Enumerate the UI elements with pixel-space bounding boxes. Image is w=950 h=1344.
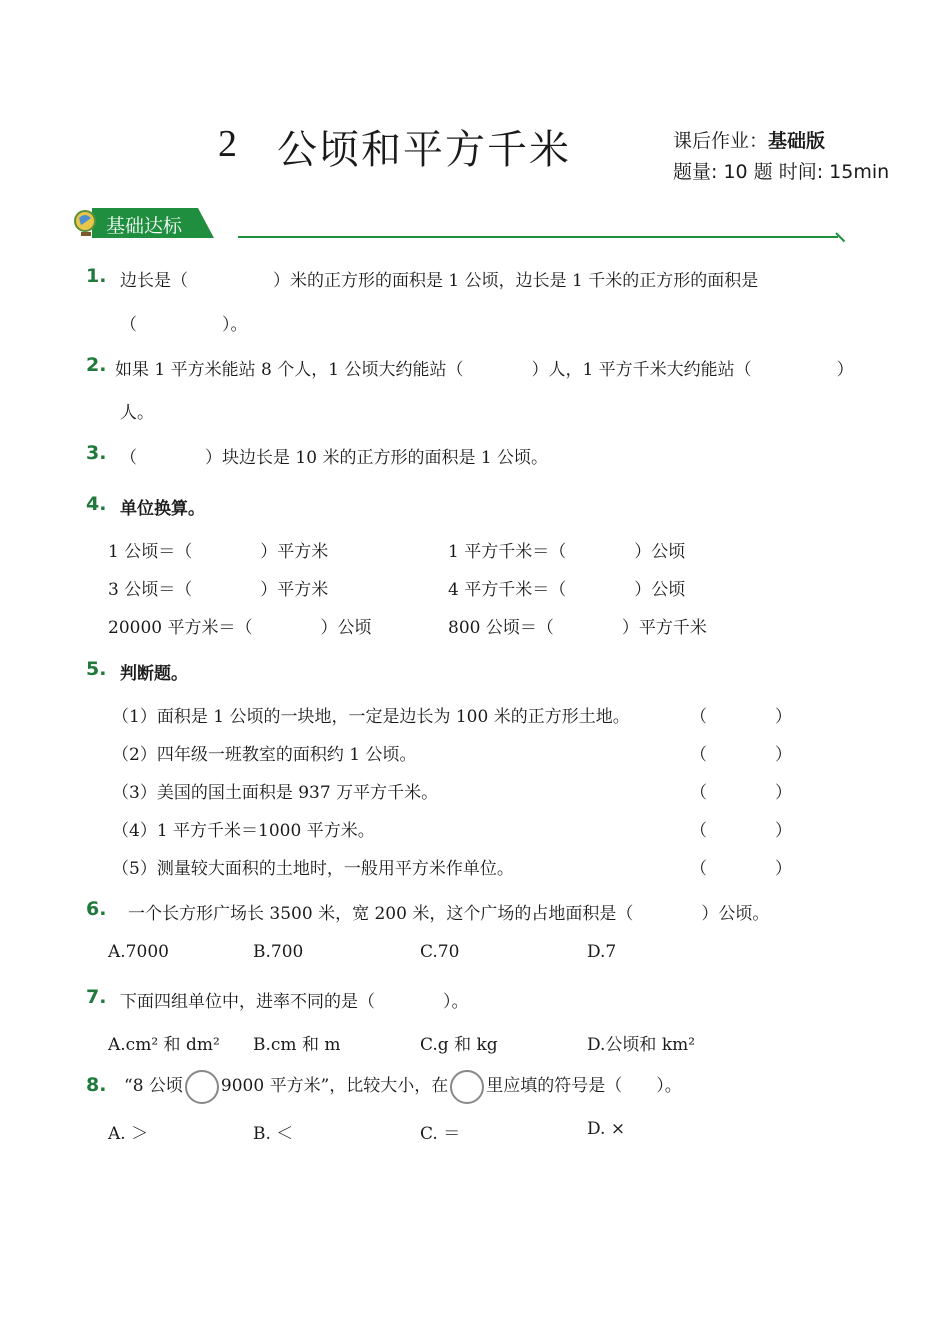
question-6-option-c: C.70 [420, 942, 460, 962]
question-4-number: 4. [86, 493, 107, 515]
conversion-row-2-left: 3 公顷＝（ ）平方米 [108, 580, 329, 600]
judgment-blank-1: （ ） [690, 707, 792, 727]
question-7-option-d: D.公顷和 km² [587, 1035, 696, 1055]
question-8-part-1: “8 公顷 [124, 1076, 183, 1096]
question-8-line-1 [124, 1068, 682, 1104]
question-1-line-2: （ ）。 [120, 315, 248, 335]
conversion-row-1-left: 1 公顷＝（ ）平方米 [108, 542, 329, 562]
judgment-blank-2: （ ） [690, 745, 792, 765]
question-2-line-1: 如果 1 平方米能站 8 个人，1 公顷大约能站（ ）人，1 平方千米大约能站（ ） [115, 360, 854, 380]
question-8-number: 8. [86, 1074, 107, 1096]
page-title: 公顷和平方千米 [277, 127, 571, 173]
section-banner [72, 206, 214, 238]
lesson-number: 2 [218, 123, 237, 165]
judgment-item-5: （5）测量较大面积的土地时，一般用平方米作单位。 [112, 859, 514, 879]
question-8-option-c: C. ＝ [420, 1124, 461, 1144]
conversion-row-1-right: 1 平方千米＝（ ）公顷 [448, 542, 686, 562]
question-8-part-2: 9000 平方米”，比较大小，在 [220, 1076, 449, 1096]
question-2-line-2: 人。 [120, 403, 154, 423]
question-6-option-a: A.7000 [108, 942, 169, 962]
judgment-blank-3: （ ） [690, 783, 792, 803]
question-2-number: 2. [86, 354, 107, 376]
conversion-row-3-left: 20000 平方米＝（ ）公顷 [108, 618, 372, 638]
question-3-number: 3. [86, 442, 107, 464]
question-4-title: 单位换算。 [120, 499, 205, 519]
question-8-option-b: B. ＜ [253, 1124, 294, 1144]
meta-label: 课后作业： [673, 130, 769, 152]
question-5-title: 判断题。 [120, 664, 188, 684]
question-1-line-1: 边长是（ ）米的正方形的面积是 1 公顷，边长是 1 千米的正方形的面积是 [120, 271, 759, 291]
section-label: 基础达标 [106, 215, 183, 237]
question-8-option-d: D. × [587, 1119, 626, 1139]
judgment-item-2: （2）四年级一班教室的面积约 1 公顷。 [112, 745, 417, 765]
question-7-line-1: 下面四组单位中，进率不同的是（ ）。 [120, 992, 469, 1012]
judgment-blank-5: （ ） [690, 859, 792, 879]
conversion-row-3-right: 800 公顷＝（ ）平方千米 [448, 618, 707, 638]
question-8-part-3: 里应填的符号是（ ）。 [486, 1076, 682, 1096]
judgment-item-1: （1）面积是 1 公顷的一块地，一定是边长为 100 米的正方形土地。 [112, 707, 630, 727]
meta-version: 基础版 [768, 130, 826, 152]
question-8-option-a: A. ＞ [108, 1124, 149, 1144]
meta-count-time: 题量: 10 题 时间: 15min [673, 161, 890, 183]
judgment-item-4: （4）1 平方千米＝1000 平方米。 [112, 821, 375, 841]
question-6-option-b: B.700 [253, 942, 304, 962]
question-7-number: 7. [86, 986, 107, 1008]
question-5-number: 5. [86, 658, 107, 680]
homework-meta [673, 126, 825, 153]
question-6-line-1: 一个长方形广场长 3500 米，宽 200 米，这个广场的占地面积是（ ）公顷。 [128, 904, 770, 924]
comparison-circle-1 [185, 1070, 219, 1104]
question-7-option-a: A.cm² 和 dm² [108, 1035, 220, 1055]
judgment-item-3: （3）美国的国土面积是 937 万平方千米。 [112, 783, 439, 803]
question-7-option-c: C.g 和 kg [420, 1035, 498, 1055]
question-6-number: 6. [86, 898, 107, 920]
question-7-option-b: B.cm 和 m [253, 1035, 341, 1055]
question-1-number: 1. [86, 265, 107, 287]
question-3-line-1: （ ）块边长是 10 米的正方形的面积是 1 公顷。 [120, 448, 549, 468]
judgment-blank-4: （ ） [690, 821, 792, 841]
conversion-row-2-right: 4 平方千米＝（ ）公顷 [448, 580, 686, 600]
question-6-option-d: D.7 [587, 942, 617, 962]
comparison-circle-2 [450, 1070, 484, 1104]
section-divider [238, 236, 838, 238]
